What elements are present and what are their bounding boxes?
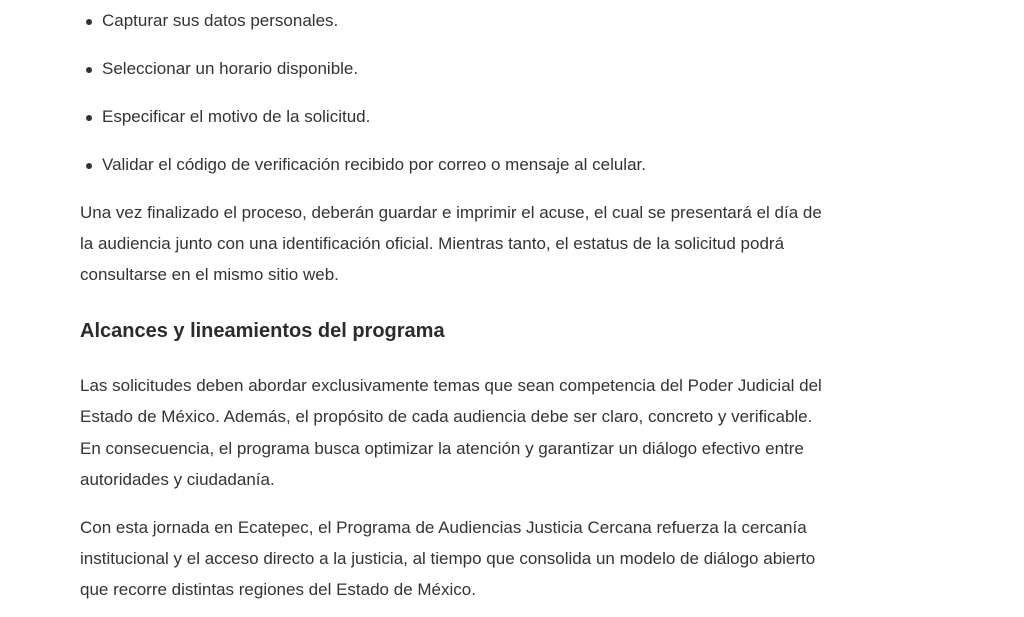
paragraph-line: Las solicitudes deben abordar exclusivamente temas que sean competencia del Poder Judicial del xyxy=(80,376,822,395)
paragraph-line: institucional y el acceso directo a la justicia, al tiempo que consolida un modelo de diálogo abierto xyxy=(80,549,816,568)
list-item-text: Validar el código de verificación recibido por correo o mensaje al celular. xyxy=(102,155,646,174)
paragraph-line: autoridades y ciudadanía. xyxy=(80,470,275,489)
list-item-text: Seleccionar un horario disponible. xyxy=(102,59,359,78)
list-item xyxy=(0,105,900,129)
list-item xyxy=(0,57,900,81)
bullet-icon xyxy=(86,19,92,25)
paragraph-line: consultarse en el mismo sitio web. xyxy=(80,265,339,284)
paragraph-line: Con esta jornada en Ecatepec, el Programa de Audiencias Justicia Cercana refuerza la cercanía xyxy=(80,518,807,537)
paragraph-line: que recorre distintas regiones del Estado de México. xyxy=(80,580,476,599)
bullet-icon xyxy=(86,67,92,73)
list-item-text: Especificar el motivo de la solicitud. xyxy=(102,107,371,126)
list-item xyxy=(0,153,900,177)
paragraph-line: la audiencia junto con una identificación oficial. Mientras tanto, el estatus de la solicitud podrá xyxy=(80,234,785,253)
bullet-icon xyxy=(86,115,92,121)
list-item xyxy=(0,9,900,33)
section-heading: Alcances y lineamientos del programa xyxy=(80,320,445,342)
paragraph-line: Una vez finalizado el proceso, deberán guardar e imprimir el acuse, el cual se presentará el día de xyxy=(80,203,822,222)
paragraph-line: En consecuencia, el programa busca optimizar la atención y garantizar un diálogo efectivo entre xyxy=(80,439,804,458)
list-item-text: Capturar sus datos personales. xyxy=(102,11,339,30)
bullet-icon xyxy=(86,163,92,169)
paragraph-line: Estado de México. Además, el propósito de cada audiencia debe ser claro, concreto y verificable. xyxy=(80,407,813,426)
